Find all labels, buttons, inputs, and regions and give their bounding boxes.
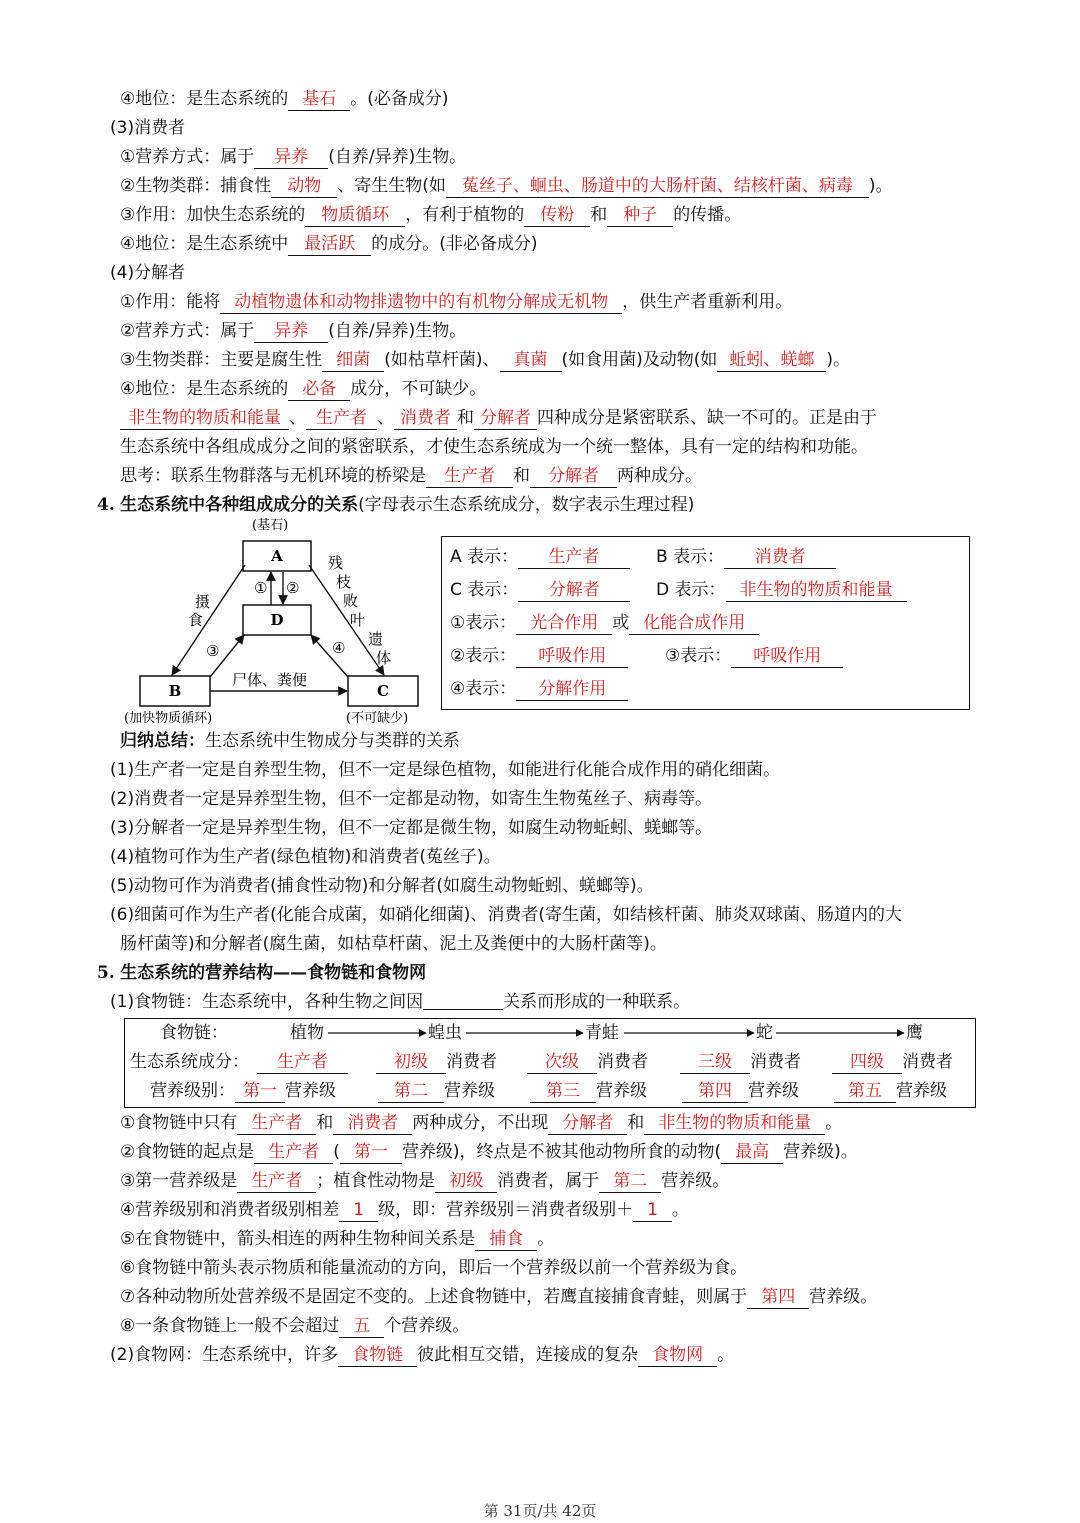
answer: 生产者 [306, 408, 377, 430]
text: 、 [377, 408, 394, 428]
answer: 第二 [378, 1081, 444, 1103]
text: ，有利于植物的 [405, 205, 525, 225]
text: 和 [590, 205, 608, 225]
text: 和 [316, 1113, 334, 1133]
node-B-letter: B [168, 682, 182, 700]
text: 和 [457, 408, 474, 428]
text: 营养级 [444, 1081, 495, 1101]
induction-item-6a: (6)细菌可作为生产者(化能合成菌，如硝化细菌)、消费者(寄生菌，如结核杆菌、肺炎双球菌、肠道内的大 [110, 905, 902, 925]
answer: 第四 [747, 1287, 809, 1309]
label: A 表示： [450, 547, 519, 567]
label: C 表示： [450, 580, 519, 600]
node-A-letter: A [271, 547, 283, 565]
component-row [130, 1051, 348, 1074]
answer: 蚯蚓、蜣螂 [717, 350, 826, 372]
text: 营养级。 [809, 1287, 878, 1307]
answer: 生产者 [237, 1171, 316, 1193]
section-number: 5. [97, 963, 115, 983]
answer: 异养 [254, 147, 328, 169]
organism-3: 青蛙 [585, 1023, 619, 1043]
section-title: 生态系统的营养结构——食物链和食物网 [120, 963, 427, 983]
answer: 非生物的物质和能量 [644, 1113, 825, 1135]
level-cell-3 [530, 1080, 647, 1103]
text: (2)食物网：生态系统中，许多 [110, 1345, 339, 1365]
answer: 消费者 [333, 1113, 412, 1135]
answer: 捕食 [475, 1229, 537, 1251]
text: 思考：联系生物群落与无机环境的桥梁是 [120, 466, 426, 486]
text: 两种成分。 [617, 466, 702, 486]
text: ，供生产者重新利用。 [622, 292, 793, 312]
answer: 第一 [340, 1142, 402, 1164]
text: ①作用：能将 [120, 292, 221, 312]
label: ④表示： [450, 679, 517, 699]
remains-5: 遗 [368, 630, 384, 648]
answer: 分解者 [548, 1113, 627, 1135]
induction-item-5: (5)动物可作为消费者(捕食性动物)和分解者(如腐生动物蚯蚓、蜣螂等)。 [110, 876, 654, 896]
organism-1: 植物 [290, 1023, 324, 1043]
text: 的传播。 [673, 205, 742, 225]
text: 营养级。 [661, 1171, 730, 1191]
text: ( [333, 1142, 340, 1162]
text: 营养级)，终点是不被其他动物所食的动物( [401, 1142, 722, 1162]
answer: 生产者 [254, 1142, 333, 1164]
answer: 光合作用 [516, 613, 612, 635]
component-cell-2 [376, 1051, 497, 1074]
answer: 分解者 [474, 408, 537, 430]
text: ①食物链中只有 [120, 1113, 238, 1133]
waste-label: 尸体、粪便 [232, 671, 308, 689]
remains-3: 败 [343, 592, 359, 610]
answer: 初级 [435, 1171, 497, 1193]
text: 和 [627, 1113, 645, 1133]
node-C-letter: C [377, 682, 389, 700]
chain-point-3 [120, 1170, 729, 1193]
text: ③第一营养级是 [120, 1171, 238, 1191]
process-2: ② [286, 579, 300, 597]
text: 。 [671, 1200, 689, 1220]
text: (自养/异养)生物。 [328, 321, 467, 341]
induction-subtitle: 生态系统中生物成分与类群的关系 [205, 731, 460, 751]
foodweb-line [110, 1344, 734, 1367]
remains-6: 体 [376, 649, 392, 667]
text: )。 [868, 176, 893, 196]
process-4: ④ [332, 639, 346, 657]
answer: 最活跃 [288, 234, 371, 256]
decomposer-title: (4)分解者 [110, 263, 186, 283]
text: 消费者 [750, 1052, 801, 1072]
consumer-title: (3)消费者 [110, 118, 186, 138]
text: ④地位：是生态系统的 [120, 379, 289, 399]
answer: 动物 [271, 176, 337, 198]
level-row [150, 1080, 336, 1103]
eat-1: 摄 [195, 593, 211, 611]
answer: 四级 [832, 1052, 902, 1074]
level-cell-5 [834, 1080, 947, 1103]
answer: 最高 [721, 1142, 783, 1164]
chain-point-6: ⑥食物链中箭头表示物质和能量流动的方向，即后一个营养级以前一个营养级为食。 [120, 1258, 748, 1278]
answer: 菟丝子、蛔虫、肠道中的大肠杆菌、结核杆菌、病毒 [446, 176, 869, 198]
answer: 次级 [527, 1052, 597, 1074]
organism-4: 蛇 [756, 1023, 773, 1043]
answer: 生产者 [237, 1113, 316, 1135]
text: ③作用：加快生态系统的 [120, 205, 306, 225]
text: 营养级)。 [783, 1142, 858, 1162]
text: 成分，不可缺少。 [350, 379, 487, 399]
text: 、 [289, 408, 306, 428]
text: ；植食性动物是 [316, 1171, 436, 1191]
text: 。 [825, 1113, 843, 1133]
answer: 物质循环 [305, 205, 405, 227]
text: ④地位：是生态系统中 [120, 234, 289, 254]
answer: 分解作用 [516, 679, 628, 701]
text: 级，即：营养级别＝消费者级别＋ [378, 1200, 634, 1220]
text: 四种成分是紧密联系、缺一不可的。正是由于 [537, 408, 877, 428]
answer: 分解者 [518, 580, 630, 602]
chain-point-2 [120, 1141, 858, 1164]
answer: 分解者 [530, 466, 617, 488]
chain-row-label: 食物链： [160, 1023, 228, 1043]
text: ②生物类群：捕食性 [120, 176, 272, 196]
text: ④营养级别和消费者级别相差 [120, 1200, 340, 1220]
label: 营养级别： [150, 1081, 235, 1101]
answer: 生产者 [518, 547, 630, 569]
text: 彼此相互交错，连接成的复杂 [417, 1345, 639, 1365]
text: ②食物链的起点是 [120, 1142, 255, 1162]
answer: 非生物的物质和能量 [120, 408, 289, 430]
text: 两种成分，不出现 [412, 1113, 549, 1133]
answer: 初级 [376, 1052, 446, 1074]
text: 个营养级。 [384, 1316, 470, 1336]
level-cell-2 [378, 1080, 495, 1103]
component-cell-4 [680, 1051, 801, 1074]
answer: 三级 [680, 1052, 750, 1074]
answer: 动植物遗体和动物排遗物中的有机物分解成无机物 [220, 292, 622, 314]
text: 。 [717, 1345, 735, 1365]
text: 的成分。(非必备成分) [371, 234, 538, 254]
answer: 消费者 [394, 408, 457, 430]
label-A-note: (基石) [252, 518, 289, 533]
answer: 细菌 [322, 350, 384, 372]
answer: 生产者 [257, 1052, 348, 1074]
answer: 种子 [607, 205, 673, 227]
answer: 呼吸作用 [516, 646, 628, 668]
answer: 第五 [834, 1081, 896, 1103]
text: ①营养方式：属于 [120, 147, 255, 167]
answer: 第三 [530, 1081, 596, 1103]
text: ⑧一条食物链上一般不会超过 [120, 1316, 340, 1336]
chain-point-7 [120, 1286, 877, 1309]
component-cell-5 [832, 1051, 953, 1074]
text: (自养/异养)生物。 [328, 147, 467, 167]
text: 。(必备成分) [350, 89, 449, 109]
text: 营养级 [896, 1081, 947, 1101]
section-number: 4. [97, 495, 115, 515]
induction-item-1: (1)生产者一定是自养型生物，但不一定是绿色植物，如能进行化能合成作用的硝化细菌。 [110, 760, 781, 780]
remains-2: 枝 [336, 573, 352, 591]
text: ⑦各种动物所处营养级不是固定不变的。上述食物链中，若鹰直接捕食青蛙，则属于 [120, 1287, 748, 1307]
answer: 消费者 [724, 547, 836, 569]
answer: 五 [339, 1316, 384, 1338]
text: 消费者，属于 [497, 1171, 600, 1191]
answer: 1 [633, 1200, 672, 1222]
chain-point-4 [120, 1199, 689, 1222]
label-C-note: (不可缺少) [346, 711, 409, 726]
section-note: (字母表示生态系统成分，数字表示生理过程) [358, 495, 695, 515]
node-D-letter: D [270, 611, 284, 629]
process-1: ① [254, 579, 268, 597]
text: 消费者 [446, 1052, 497, 1072]
label: 生态系统成分： [130, 1052, 249, 1072]
page-footer: 第 31页/共 42页 [483, 1502, 597, 1520]
induction-item-3: (3)分解者一定是异养型生物，但不一定都是微生物，如腐生动物蚯蚓、蜣螂等。 [110, 818, 713, 838]
text: (如枯草杆菌)、 [384, 350, 500, 370]
answer: 化能合成作用 [629, 613, 759, 635]
process-3: ③ [206, 642, 220, 660]
text: ⑤在食物链中，箭头相连的两种生物种间关系是 [120, 1229, 476, 1249]
text: ②营养方式：属于 [120, 321, 255, 341]
answer: 第四 [682, 1081, 748, 1103]
text: 和 [513, 466, 530, 486]
label: D 表示： [656, 580, 726, 600]
text: 。 [537, 1229, 555, 1249]
text: 或 [612, 613, 630, 633]
induction-item-2: (2)消费者一定是异养型生物，但不一定都是动物，如寄生生物菟丝子、病毒等。 [110, 789, 713, 809]
label: ②表示： [450, 646, 517, 666]
label: ①表示： [450, 613, 517, 633]
induction-title: 归纳总结： [120, 731, 205, 751]
text: 营养级 [285, 1081, 336, 1101]
remains-1: 残 [328, 554, 344, 572]
answer: 基石 [288, 89, 350, 111]
answer: 食物链 [338, 1345, 417, 1367]
answer: 传粉 [524, 205, 590, 227]
text: 营养级 [596, 1081, 647, 1101]
answer: 异养 [254, 321, 328, 343]
answer: 生产者 [426, 466, 513, 488]
answer: 非生物的物质和能量 [726, 580, 907, 602]
answer: 第二 [599, 1171, 661, 1193]
text: 消费者 [597, 1052, 648, 1072]
summary-line-2: 生态系统中各组成成分之间的紧密联系，才使生态系统成为一个统一整体，具有一定的结构和功能。 [120, 437, 868, 457]
text: (1)食物链：生态系统中，各种生物之间因 [110, 992, 424, 1012]
text: ③生物类群：主要是腐生性 [120, 350, 323, 370]
organism-5: 鹰 [906, 1023, 923, 1043]
induction-item-6b: 肠杆菌等)和分解者(腐生菌，如枯草杆菌、泥土及粪便中的大肠杆菌等)。 [120, 934, 667, 954]
remains-4: 叶 [350, 611, 366, 629]
text: 、寄生生物(如 [337, 176, 446, 196]
text: )。 [826, 350, 851, 370]
text: 关系而形成的一种联系。 [503, 992, 691, 1012]
induction-item-4: (4)植物可作为生产者(绿色植物)和消费者(菟丝子)。 [110, 847, 501, 867]
answer: 必备 [288, 379, 350, 401]
eat-2: 食 [188, 611, 204, 629]
chain-point-5 [120, 1228, 554, 1251]
label-B-note: (加快物质循环) [124, 711, 213, 726]
text: 消费者 [902, 1052, 953, 1072]
section-title: 生态系统中各种组成成分的关系 [120, 495, 359, 515]
label: ③表示： [665, 646, 732, 666]
chain-point-8 [120, 1315, 469, 1338]
answer: 真菌 [500, 350, 562, 372]
text: (如食用菌)及动物(如 [561, 350, 718, 370]
level-cell-4 [682, 1080, 799, 1103]
answer: 1 [339, 1200, 378, 1222]
text: ④地位：是生态系统的 [120, 89, 289, 109]
organism-2: 蝗虫 [428, 1023, 462, 1043]
text: 营养级 [748, 1081, 799, 1101]
component-cell-3 [527, 1051, 648, 1074]
answer: 第一 [235, 1081, 285, 1103]
answer: 呼吸作用 [731, 646, 843, 668]
answer: 食物网 [638, 1345, 717, 1367]
label: B 表示： [656, 547, 725, 567]
chain-point-1 [120, 1112, 842, 1135]
